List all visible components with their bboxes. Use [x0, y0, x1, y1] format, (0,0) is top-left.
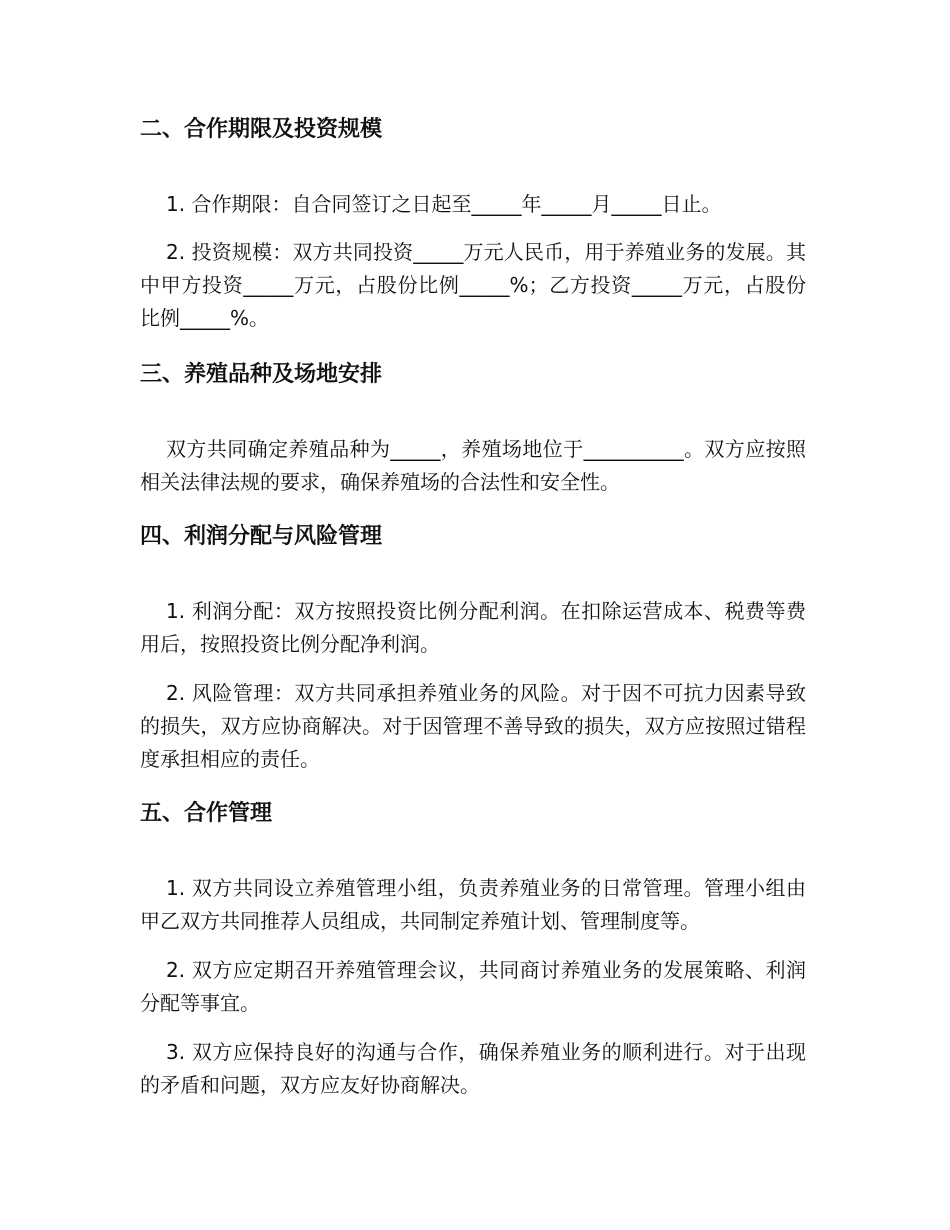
paragraph-profit-distribution: 1. 利润分配：双方按照投资比例分配利润。在扣除运营成本、税费等费用后，按照投资比例分配净利润。 — [140, 599, 806, 656]
paragraph-risk-management: 2. 风险管理：双方共同承担养殖业务的风险。对于因不可抗力因素导致的损失，双方应协商解决。对于因管理不善导致的损失，双方应按照过错程度承担相应的责任。 — [140, 681, 806, 771]
section-heading-breed-site: 三、养殖品种及场地安排 — [140, 362, 383, 387]
paragraph-management-meeting: 2. 双方应定期召开养殖管理会议，共同商讨养殖业务的发展策略、利润分配等事宜。 — [140, 958, 806, 1015]
paragraph-investment-scale: 2. 投资规模：双方共同投资_____万元人民币，用于养殖业务的发展。其中甲方投资_____万元，占股份比例_____%；乙方投资_____万元，占股份比例_____%。 — [140, 240, 806, 330]
section-heading-profit-risk: 四、利润分配与风险管理 — [140, 524, 383, 549]
section-heading-term-investment: 二、合作期限及投资规模 — [140, 117, 383, 142]
section-heading-cooperation-management: 五、合作管理 — [140, 801, 273, 826]
paragraph-cooperation-term: 1. 合作期限：自合同签订之日起至_____年_____月_____日止。 — [166, 192, 722, 216]
paragraph-management-group: 1. 双方共同设立养殖管理小组，负责养殖业务的日常管理。管理小组由甲乙双方共同推荐人员组成，共同制定养殖计划、管理制度等。 — [140, 876, 806, 933]
paragraph-breed-site: 双方共同确定养殖品种为_____，养殖场地位于__________。双方应按照相关法律法规的要求，确保养殖场的合法性和安全性。 — [140, 437, 806, 494]
paragraph-communication: 3. 双方应保持良好的沟通与合作，确保养殖业务的顺利进行。对于出现的矛盾和问题，双方应友好协商解决。 — [140, 1040, 806, 1097]
